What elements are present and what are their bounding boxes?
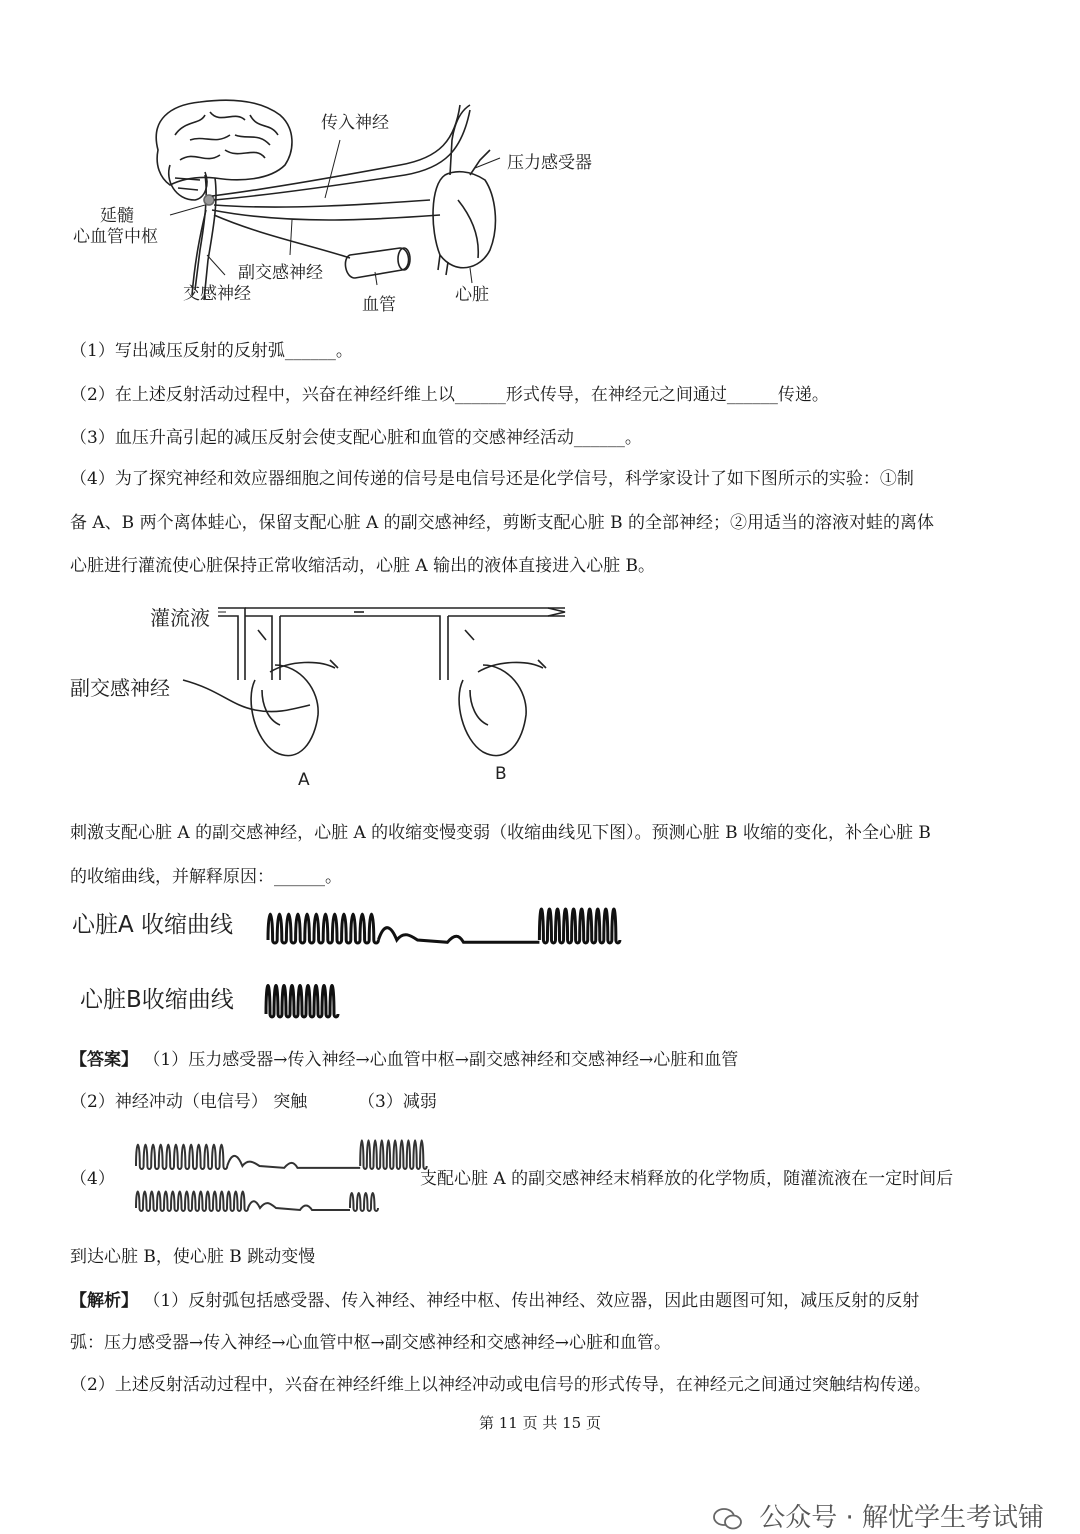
baroreceptor-label: 压力感受器	[507, 153, 592, 173]
answer-4-number: （4）	[70, 1169, 115, 1189]
heart-a-contraction-curve	[268, 909, 620, 943]
cardiovascular-center-label: 心血管中枢	[73, 227, 158, 247]
perfusate-label: 灌流液	[150, 606, 210, 630]
heart-a-curve-label: 心脏A 收缩曲线	[72, 912, 234, 938]
answer-curve-b	[136, 1192, 378, 1212]
question-4-line-1: （4）为了探究神经和效应器细胞之间传递的信号是电信号还是化学信号，科学家设计了如下图所示的实验：①制	[70, 469, 914, 489]
answer-tag: 【答案】	[70, 1050, 138, 1070]
analysis-tag: 【解析】	[70, 1291, 138, 1311]
answer-2: （2）神经冲动（电信号） 突触	[70, 1092, 308, 1112]
answer-4-text: 支配心脏 A 的副交感神经末梢释放的化学物质，随灌流液在一定时间后	[420, 1169, 954, 1189]
watermark	[713, 1497, 1044, 1534]
answer-1: （1）压力感受器→传入神经→心血管中枢→副交感神经和交感神经→心脏和血管	[143, 1050, 739, 1070]
answer-4-text-2: 到达心脏 B，使心脏 B 跳动变慢	[70, 1247, 316, 1267]
medulla-label: 延髓	[100, 206, 134, 226]
question-4-line-2: 备 A、B 两个离体蛙心，保留支配心脏 A 的副交感神经，剪断支配心脏 B 的全部神经；②用适当的溶液对蛙的离体	[70, 513, 934, 533]
question-1: （1）写出减压反射的反射弧______。	[70, 341, 353, 361]
analysis-1-line-1: （1）反射弧包括感受器、传入神经、神经中枢、传出神经、效应器，因此由题图可知，减压反射的反射	[143, 1291, 920, 1311]
afferent-nerve-label: 传入神经	[321, 113, 389, 133]
parasympathetic-nerve-label: 副交感神经	[70, 676, 170, 700]
question-4-line-3: 心脏进行灌流使心脏保持正常收缩活动，心脏 A 输出的液体直接进入心脏 B。	[70, 556, 655, 576]
analysis-2: （2）上述反射活动过程中，兴奋在神经纤维上以神经冲动或电信号的形式传导，在神经元之间通过突触结构传递。	[70, 1375, 931, 1395]
page-footer: 第 11 页 共 15 页	[478, 1414, 601, 1432]
heart-label: 心脏	[455, 285, 489, 305]
stimulation-text-line-1: 刺激支配心脏 A 的副交感神经，心脏 A 的收缩变慢变弱（收缩曲线见下图）。预测心脏 B 收缩的变化，补全心脏 B	[70, 823, 931, 843]
heart-a-label: A	[298, 770, 310, 790]
heart-b-label: B	[495, 764, 507, 784]
heart-b-curve-label: 心脏B收缩曲线	[80, 987, 234, 1013]
question-3: （3）血压升高引起的减压反射会使支配心脏和血管的交感神经活动______。	[70, 428, 642, 448]
analysis-line-1	[70, 1286, 919, 1311]
answer-3: （3）减弱	[358, 1092, 437, 1112]
answer-curve-a	[136, 1140, 427, 1169]
stimulation-text-line-2: 的收缩曲线，并解释原因：______。	[70, 867, 342, 887]
analysis-1-line-2: 弧：压力感受器→传入神经→心血管中枢→副交感神经和交感神经→心脏和血管。	[70, 1333, 671, 1353]
sympathetic-label: 交感神经	[183, 284, 251, 304]
blood-vessel-label: 血管	[362, 295, 396, 315]
heart-b-contraction-curve	[266, 986, 338, 1018]
watermark-text: 公众号 · 解忧学生考试铺	[759, 1503, 1044, 1533]
answer-line-1	[70, 1045, 738, 1070]
answer-line-2	[70, 1087, 437, 1112]
question-2: （2）在上述反射活动过程中，兴奋在神经纤维上以______形式传导，在神经元之间通过______传递。	[70, 385, 829, 405]
parasympathetic-label: 副交感神经	[238, 263, 323, 283]
